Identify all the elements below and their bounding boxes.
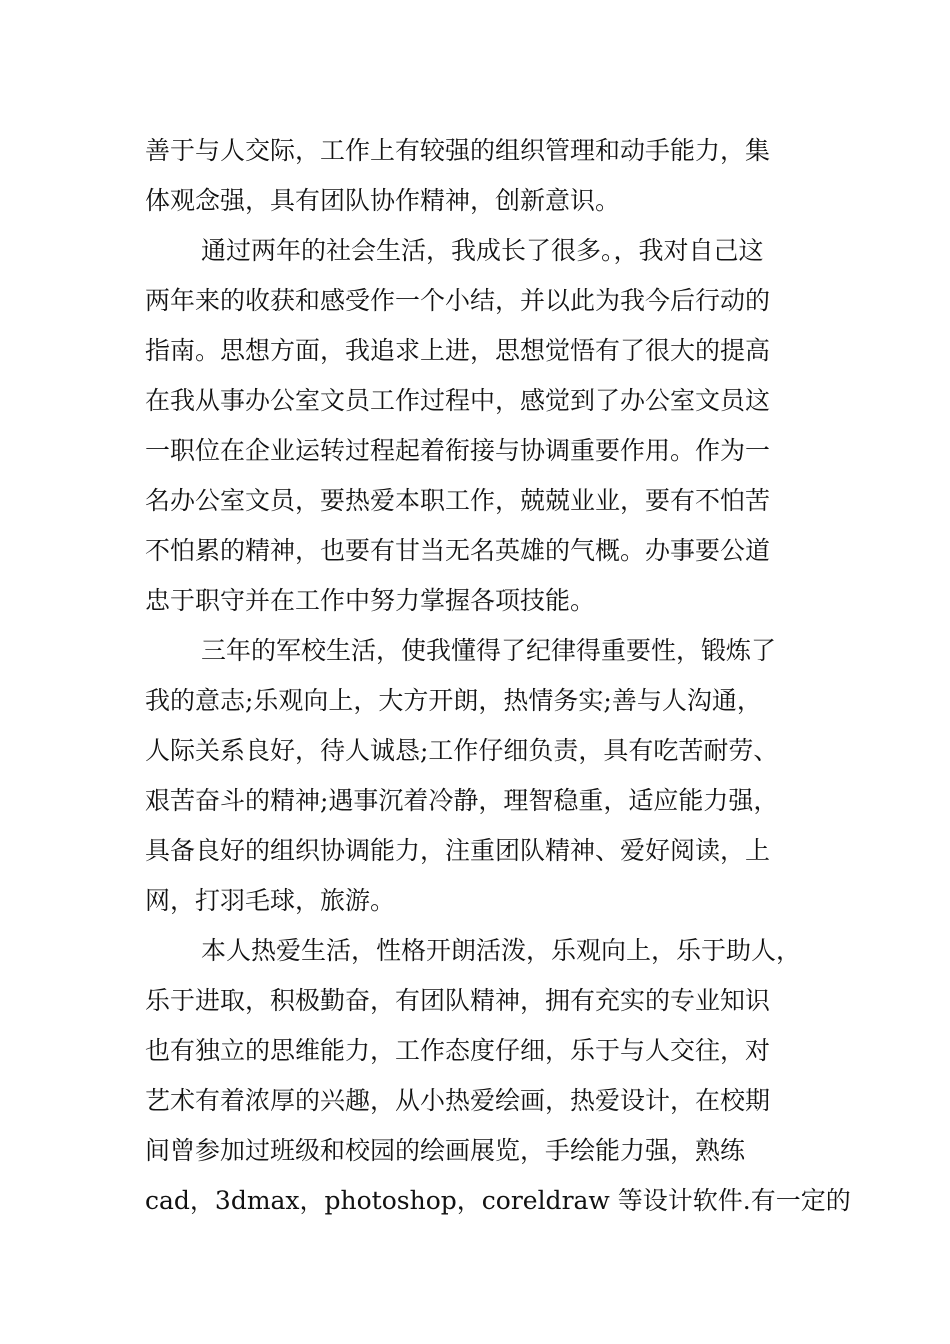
document-body — [145, 126, 851, 1226]
text-line: 两年来的收获和感受作一个小结，并以此为我今后行动的 — [145, 286, 771, 315]
text-line: 体观念强，具有团队协作精神，创新意识。 — [145, 186, 621, 215]
text-line: 三年的军校生活，使我懂得了纪律得重要性，锻炼了 — [201, 636, 777, 665]
text-line: 乐于进取，积极勤奋，有团队精神，拥有充实的专业知识 — [145, 986, 771, 1015]
text-line: cad，3dmax，photoshop，coreldraw 等设计软件.有一定的 — [145, 1186, 851, 1215]
text-line: 间曾参加过班级和校园的绘画展览，手绘能力强，熟练 — [145, 1136, 746, 1165]
text-line: 在我从事办公室文员工作过程中，感觉到了办公室文员这 — [145, 386, 771, 415]
text-line: 也有独立的思维能力，工作态度仔细，乐于与人交往，对 — [145, 1036, 771, 1065]
text-line: 善于与人交际，工作上有较强的组织管理和动手能力，集 — [145, 136, 771, 165]
text-line: 艺术有着浓厚的兴趣，从小热爱绘画，热爱设计，在校期 — [145, 1086, 771, 1115]
text-line: 艰苦奋斗的精神;遇事沉着冷静，理智稳重，适应能力强， — [145, 786, 779, 815]
text-line: 人际关系良好，待人诚恳;工作仔细负责，具有吃苦耐劳、 — [145, 736, 779, 765]
text-line: 指南。思想方面，我追求上进，思想觉悟有了很大的提高 — [145, 336, 771, 365]
text-line: 忠于职守并在工作中努力掌握各项技能。 — [145, 586, 596, 615]
text-line: 网，打羽毛球，旅游。 — [145, 886, 396, 915]
text-line: 不怕累的精神，也要有甘当无名英雄的气概。办事要公道 — [145, 536, 771, 565]
text-line: 名办公室文员，要热爱本职工作，兢兢业业，要有不怕苦 — [145, 486, 771, 515]
text-line: 一职位在企业运转过程起着衔接与协调重要作用。作为一 — [145, 436, 771, 465]
text-line: 通过两年的社会生活，我成长了很多。，我对自己这 — [201, 236, 764, 265]
text-line: 我的意志;乐观向上，大方开朗，热情务实;善与人沟通， — [145, 686, 762, 715]
text-line: 本人热爱生活，性格开朗活泼，乐观向上，乐于助人， — [201, 936, 802, 965]
text-line: 具备良好的组织协调能力，注重团队精神、爱好阅读，上 — [145, 836, 771, 865]
